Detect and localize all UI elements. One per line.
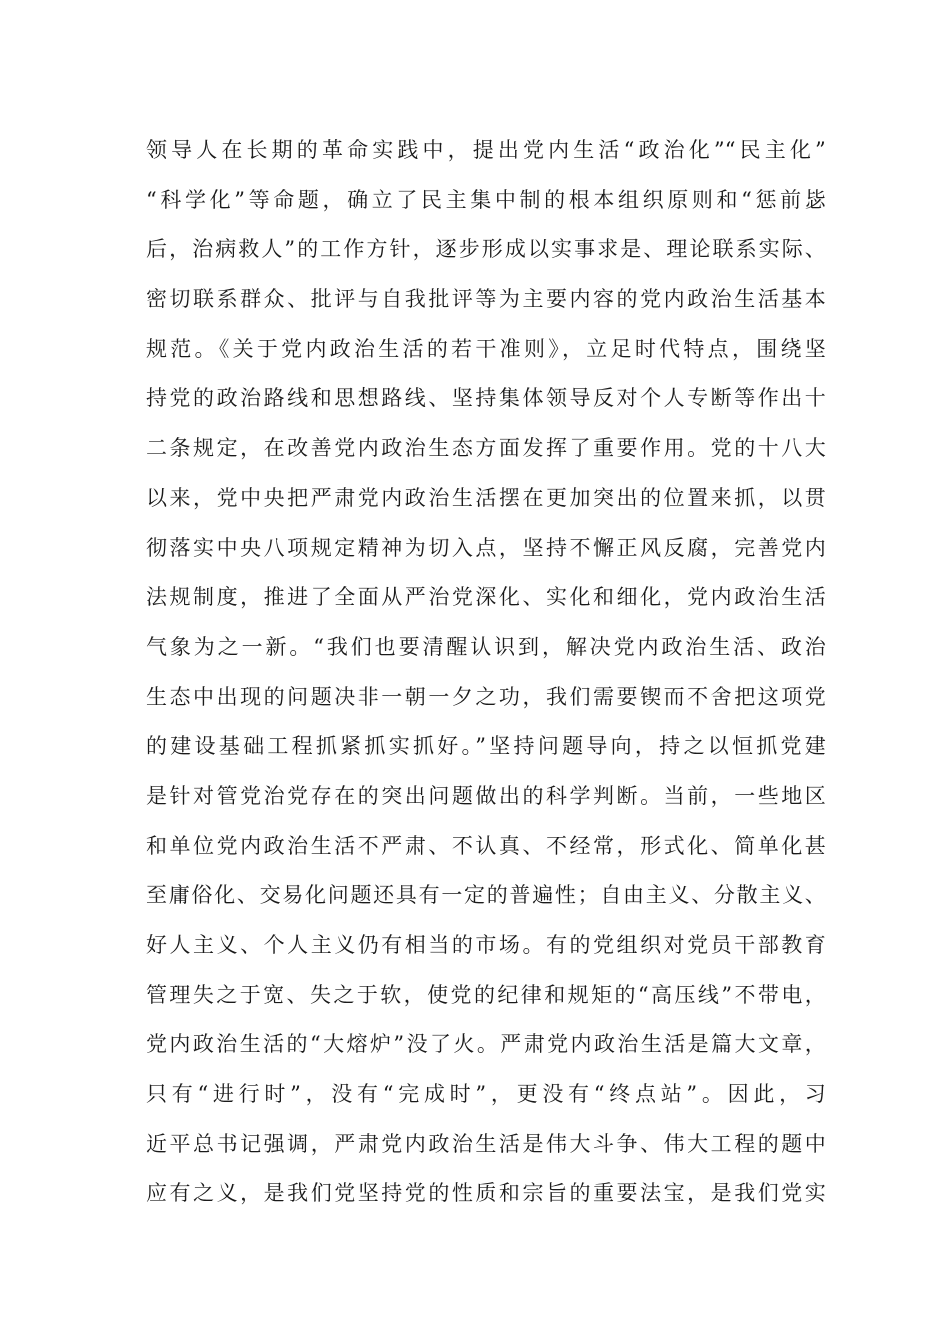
- text-line: 生态中出现的问题决非一朝一夕之功，我们需要锲而不舍把这项党: [146, 684, 826, 709]
- text-line: 气象为之一新。“我们也要清醒认识到，解决党内政治生活、政治: [146, 634, 826, 659]
- text-line: “科学化”等命题，确立了民主集中制的根本组织原则和“惩前毖: [146, 187, 826, 212]
- text-line: 规范。《关于党内政治生活的若干准则》，立足时代特点，围绕坚: [146, 336, 826, 361]
- text-line: 管理失之于宽、失之于软，使党的纪律和规矩的“高压线”不带电，: [146, 982, 826, 1007]
- text-line: 持党的政治路线和思想路线、坚持集体领导反对个人专断等作出十: [146, 386, 826, 411]
- text-line: 是针对管党治党存在的突出问题做出的科学判断。当前，一些地区: [146, 783, 826, 808]
- text-line: 密切联系群众、批评与自我批评等为主要内容的党内政治生活基本: [146, 287, 826, 312]
- text-line: 近平总书记强调，严肃党内政治生活是伟大斗争、伟大工程的题中: [146, 1131, 826, 1156]
- text-line: 以来，党中央把严肃党内政治生活摆在更加突出的位置来抓，以贯: [146, 485, 826, 510]
- text-line: 领导人在长期的革命实践中，提出党内生活“政治化”“民主化”: [146, 138, 826, 162]
- text-line: 的建设基础工程抓紧抓实抓好。”坚持问题导向，持之以恒抓党建: [146, 734, 826, 759]
- text-line: 只有“进行时”，没有“完成时”，更没有“终点站”。因此，习: [146, 1082, 826, 1107]
- text-line: 彻落实中央八项规定精神为切入点，坚持不懈正风反腐，完善党内: [146, 535, 826, 560]
- body-text: [146, 126, 826, 1219]
- text-line: 二条规定，在改善党内政治生态方面发挥了重要作用。党的十八大: [146, 436, 826, 461]
- text-line: 和单位党内政治生活不严肃、不认真、不经常，形式化、简单化甚: [146, 833, 826, 858]
- text-line: 好人主义、个人主义仍有相当的市场。有的党组织对党员干部教育: [146, 933, 826, 957]
- text-line: 法规制度，推进了全面从严治党深化、实化和细化，党内政治生活: [146, 585, 826, 610]
- text-line: 至庸俗化、交易化问题还具有一定的普遍性；自由主义、分散主义、: [146, 883, 826, 908]
- text-line: 应有之义，是我们党坚持党的性质和宗旨的重要法宝，是我们党实: [146, 1181, 826, 1206]
- text-line: 后，治病救人”的工作方针，逐步形成以实事求是、理论联系实际、: [146, 237, 826, 262]
- text-line: 党内政治生活的“大熔炉”没了火。严肃党内政治生活是篇大文章，: [146, 1032, 826, 1057]
